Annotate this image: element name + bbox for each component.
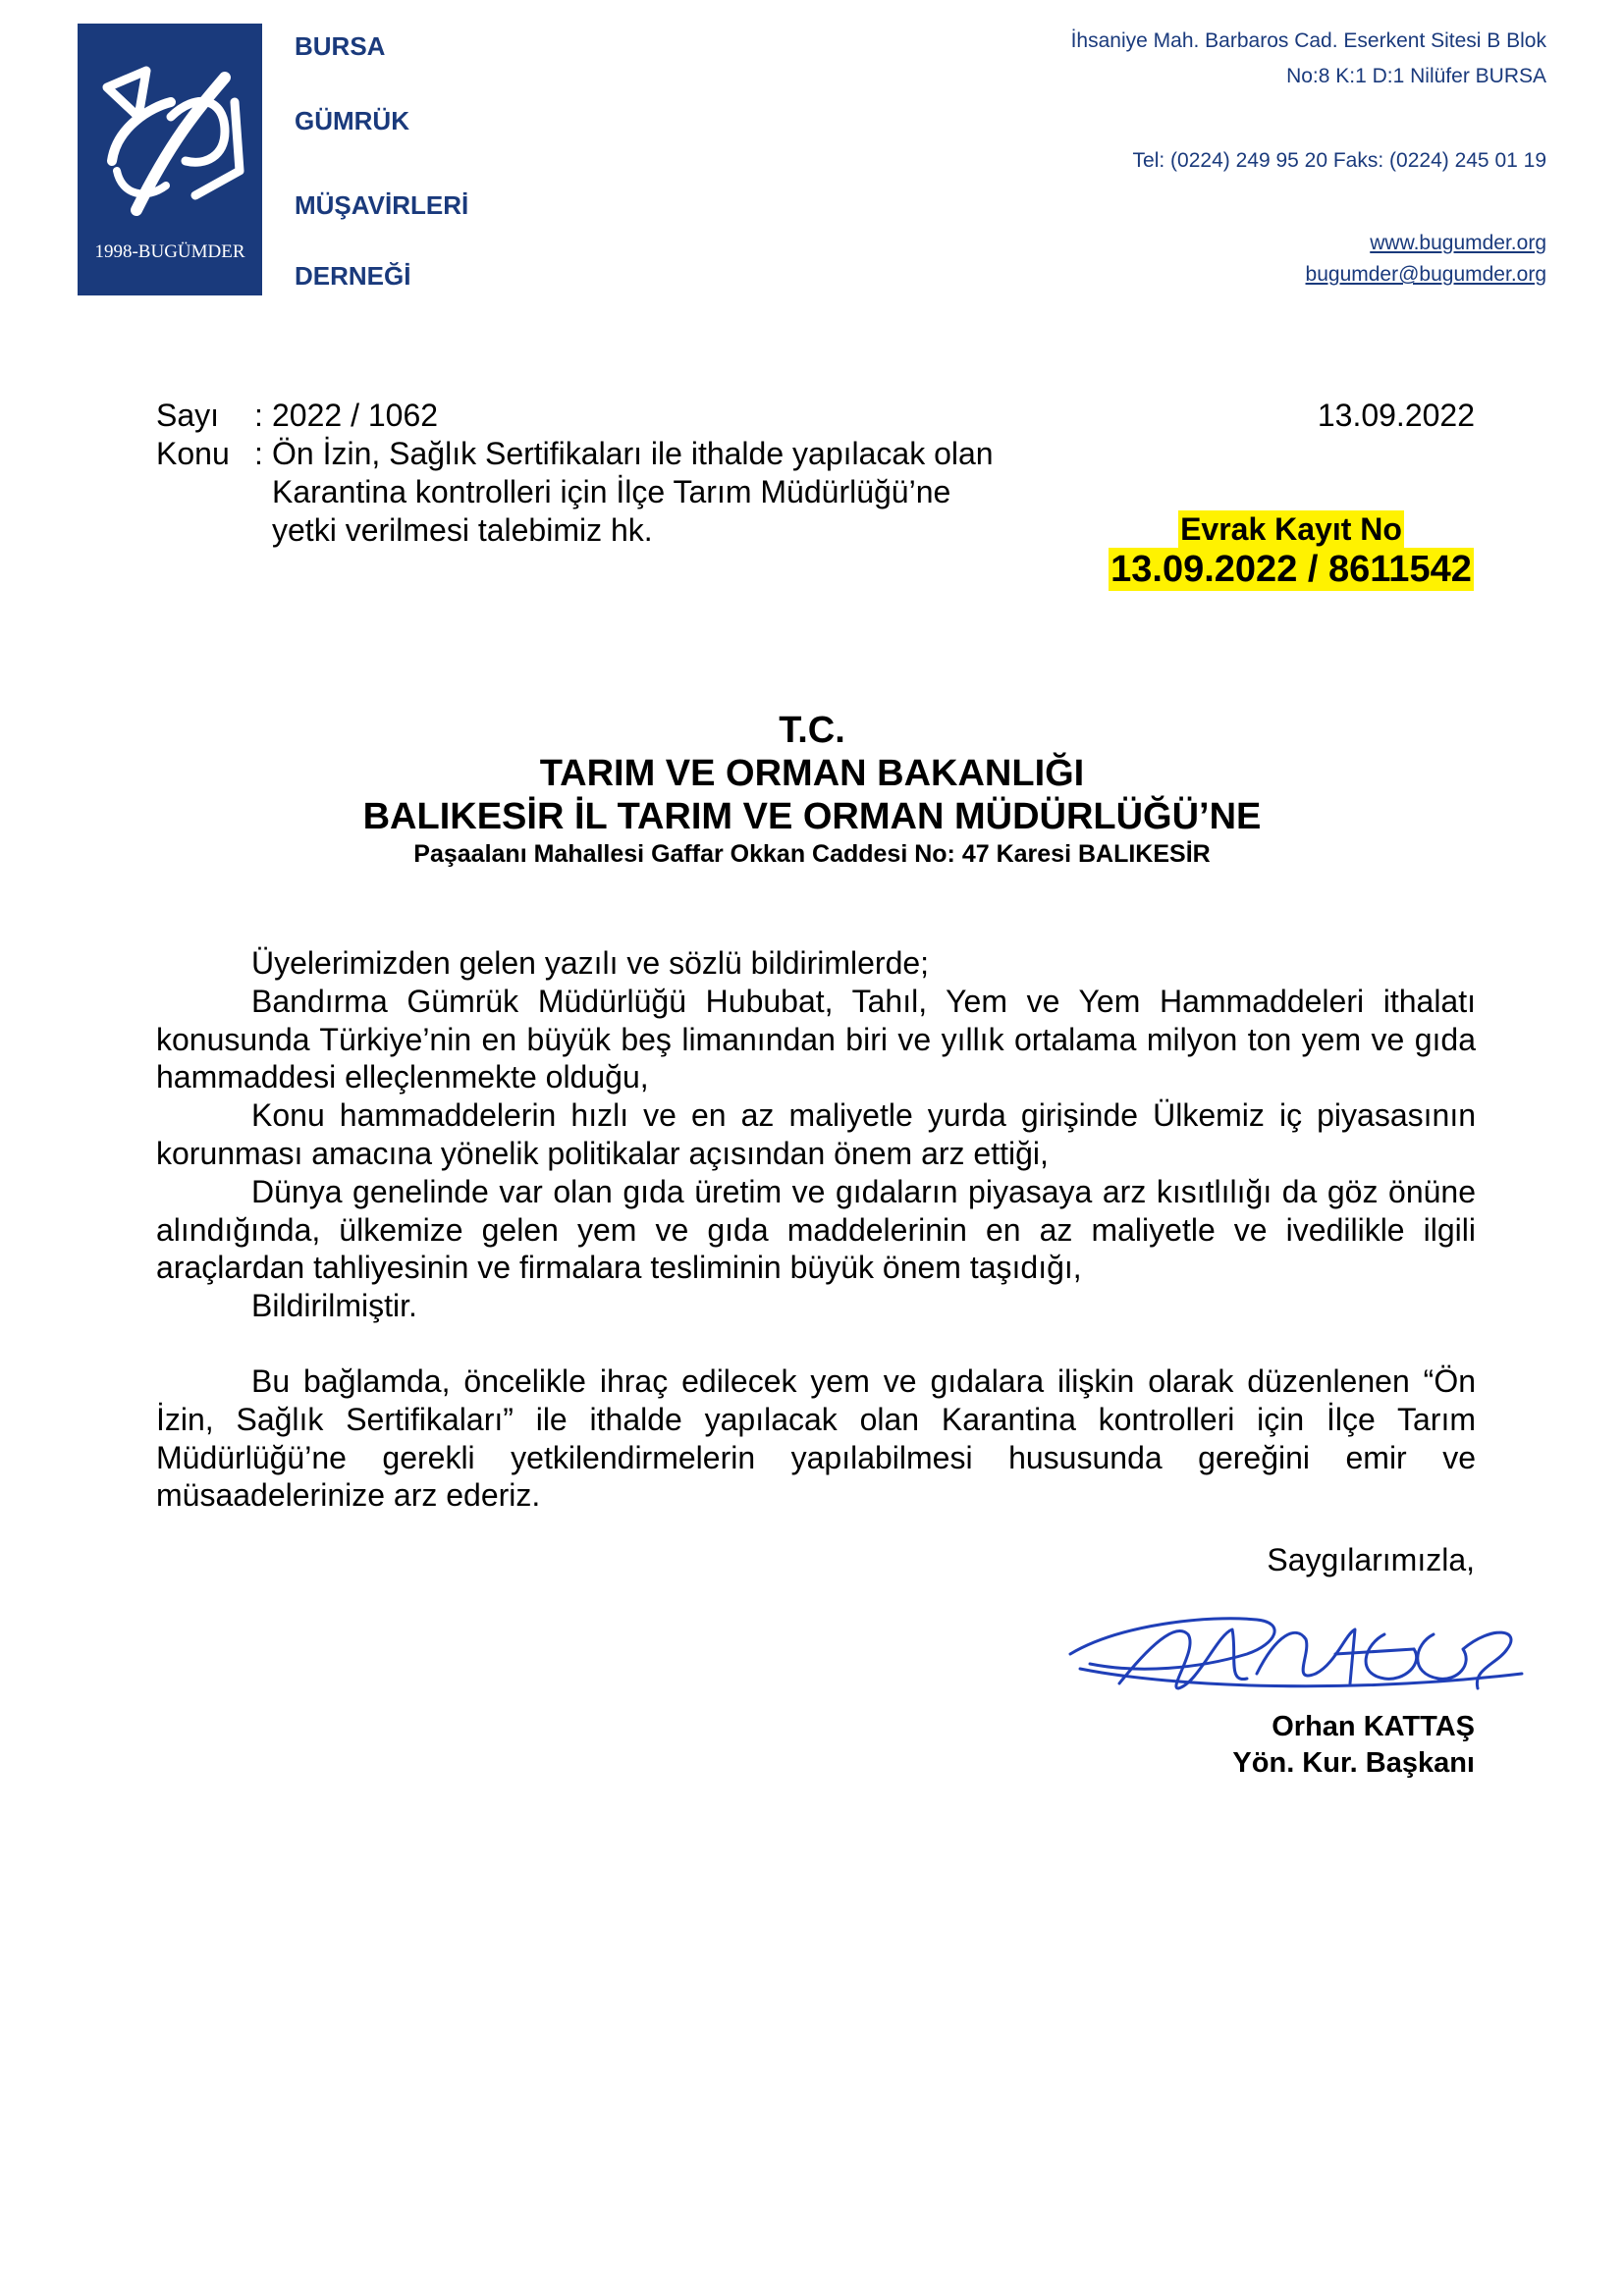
signer-block: [1232, 1709, 1475, 1782]
body-paragraph-1: Üyelerimizden gelen yazılı ve sözlü bildirimlerde;: [251, 945, 930, 981]
konu-line-1: Ön İzin, Sağlık Sertifikaları ile ithalde yapılacak olan: [272, 436, 994, 471]
konu-line-2: Karantina kontrolleri için İlçe Tarım Müdürlüğü’ne: [272, 474, 951, 509]
registration-number: 13.09.2022 / 8611542: [1110, 549, 1472, 590]
closing-salutation: Saygılarımızla,: [1267, 1542, 1475, 1577]
sayi-label: Sayı: [156, 398, 220, 433]
letter-date: 13.09.2022: [1317, 398, 1475, 433]
konu-line-3: yetki verilmesi talebimiz hk.: [272, 512, 653, 548]
letter-body: [156, 944, 1476, 1515]
address-line-2: No:8 K:1 D:1 Nilüfer BURSA: [1286, 65, 1546, 87]
registration-stamp: [1095, 510, 1488, 591]
website-link[interactable]: www.bugumder.org: [1370, 232, 1546, 254]
sayi-colon: :: [254, 398, 263, 433]
org-name-line-2: GÜMRÜK: [295, 106, 409, 135]
signer-name: Orhan KATTAŞ: [1272, 1711, 1475, 1742]
association-logo: [78, 24, 262, 295]
addressee-block: [0, 709, 1624, 870]
registration-title: Evrak Kayıt No: [1180, 511, 1402, 547]
addressee-line-3: BALIKESİR İL TARIM VE ORMAN MÜDÜRLÜĞÜ’NE: [362, 796, 1262, 837]
body-paragraph-5: Bildirilmiştir.: [251, 1288, 417, 1324]
sayi-value: 2022 / 1062: [272, 398, 439, 433]
org-name-line-3: MÜŞAVİRLERİ: [295, 190, 469, 220]
addressee-line-2: TARIM VE ORMAN BAKANLIĞI: [539, 753, 1085, 794]
addressee-line-1: T.C.: [779, 710, 845, 751]
handwritten-signature: [1060, 1595, 1532, 1713]
konu-label: Konu: [156, 436, 230, 471]
signer-title: Yön. Kur. Başkanı: [1232, 1747, 1475, 1779]
body-paragraph-4: Dünya genelinde var olan gıda üretim ve gıdaların piyasaya arz kısıtlılığı da göz önüne alındığında, ülkemize gelen yem ve gıda maddelerinin en az maliyetle ve ivedilikle ilgili araçlardan tahliyesinin ve firmalara tesliminin büyük önem taşıdığı,: [156, 1173, 1476, 1286]
body-paragraph-6: Bu bağlamda, öncelikle ihraç edilecek yem ve gıdalara ilişkin olarak düzenlenen “Ön İzin, Sağlık Sertifikaları” ile ithalde yapılacak olan Karantina kontrolleri için İlçe Tarım Müdürlüğü’ne gerekli yetkilendirmelerin yapılabilmesi hususunda gereğini emir ve müsaadelerinize arz ederiz.: [156, 1362, 1476, 1514]
phone-fax: Tel: (0224) 249 95 20 Faks: (0224) 245 01 19: [1132, 149, 1546, 172]
address-line-1: İhsaniye Mah. Barbaros Cad. Eserkent Sitesi B Blok: [1070, 29, 1546, 52]
addressee-address: Paşaalanı Mahallesi Gaffar Okkan Caddesi No: 47 Karesi BALIKESİR: [413, 840, 1211, 868]
logo-caption: 1998-BUGÜMDER: [94, 241, 245, 262]
konu-colon: :: [254, 436, 263, 471]
email-link[interactable]: bugumder@bugumder.org: [1305, 263, 1546, 286]
org-name-line-4: DERNEĞİ: [295, 261, 411, 291]
org-name-line-1: BURSA: [295, 31, 386, 61]
body-paragraph-2: Bandırma Gümrük Müdürlüğü Hububat, Tahıl, Yem ve Yem Hammaddeleri ithalatı konusunda Türkiye’nin en büyük beş limanından biri ve yıllık ortalama milyon ton yem ve gıda hammaddesi elleçlenmekte olduğu,: [156, 983, 1476, 1095]
body-paragraph-3: Konu hammaddelerin hızlı ve en az maliyetle yurda girişinde Ülkemiz iç piyasasının korunması amacına yönelik politikalar açısından önem arz ettiği,: [156, 1097, 1476, 1171]
